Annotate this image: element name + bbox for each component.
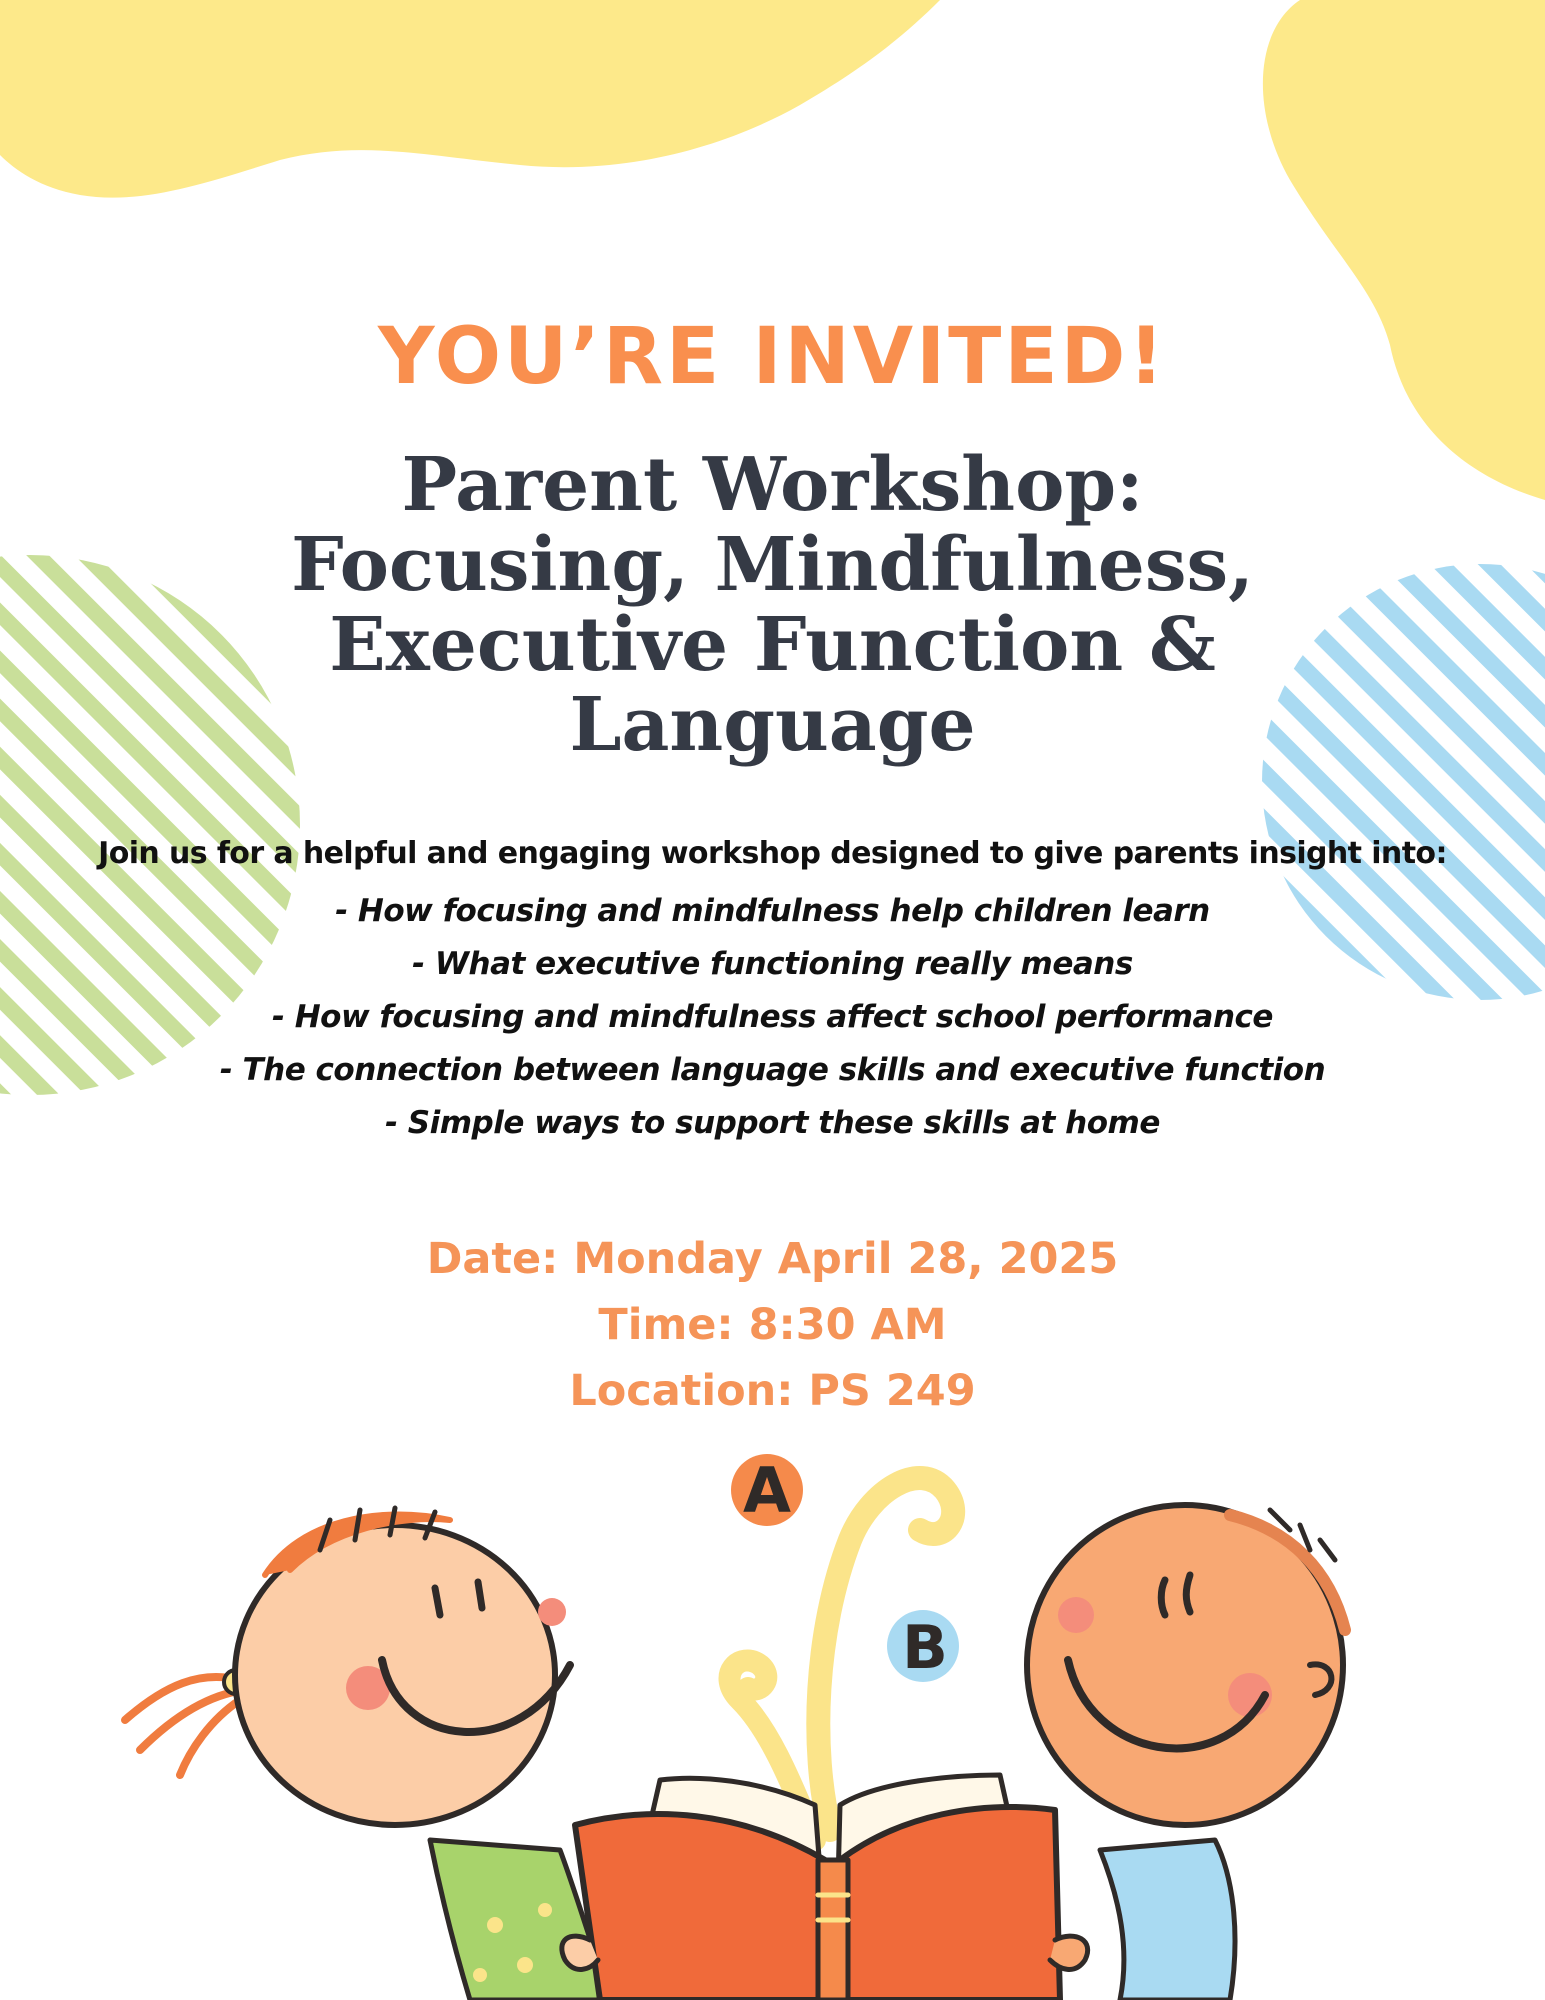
event-location: Location: PS 249 xyxy=(569,1366,976,1416)
topic-item: - The connection between language skills and executive function xyxy=(219,1052,1326,1088)
topic-item: - How focusing and mindfulness help children learn xyxy=(335,893,1210,929)
title-line: Parent Workshop: xyxy=(401,442,1144,528)
topic-item: - What executive functioning really means xyxy=(412,946,1133,982)
topic-item: - How focusing and mindfulness affect school performance xyxy=(272,999,1273,1035)
letter-b: B xyxy=(902,1613,948,1683)
workshop-title xyxy=(0,442,1545,768)
event-details xyxy=(0,1226,1545,1424)
yellow-blob-top-right xyxy=(1263,0,1545,500)
letter-b-bubble xyxy=(887,1610,959,1683)
yellow-blob-top-left xyxy=(0,0,940,198)
topic-list xyxy=(0,885,1545,1150)
invite-heading: YOU’RE INVITED! xyxy=(378,312,1167,402)
title-line: Executive Function & xyxy=(329,602,1216,688)
event-date: Date: Monday April 28, 2025 xyxy=(426,1234,1119,1284)
letter-a-bubble xyxy=(731,1454,803,1527)
intro-text: Join us for a helpful and engaging workshop designed to give parents insight into: xyxy=(98,836,1447,871)
letter-a: A xyxy=(743,1454,791,1527)
title-line: Focusing, Mindfulness, xyxy=(291,522,1254,608)
title-line: Language xyxy=(569,682,976,768)
event-time: Time: 8:30 AM xyxy=(598,1300,947,1350)
kids-reading-illustration xyxy=(0,1420,1545,2000)
open-book xyxy=(575,1775,1060,2000)
boy-body xyxy=(1100,1840,1235,2000)
topic-item: - Simple ways to support these skills at home xyxy=(385,1105,1160,1141)
